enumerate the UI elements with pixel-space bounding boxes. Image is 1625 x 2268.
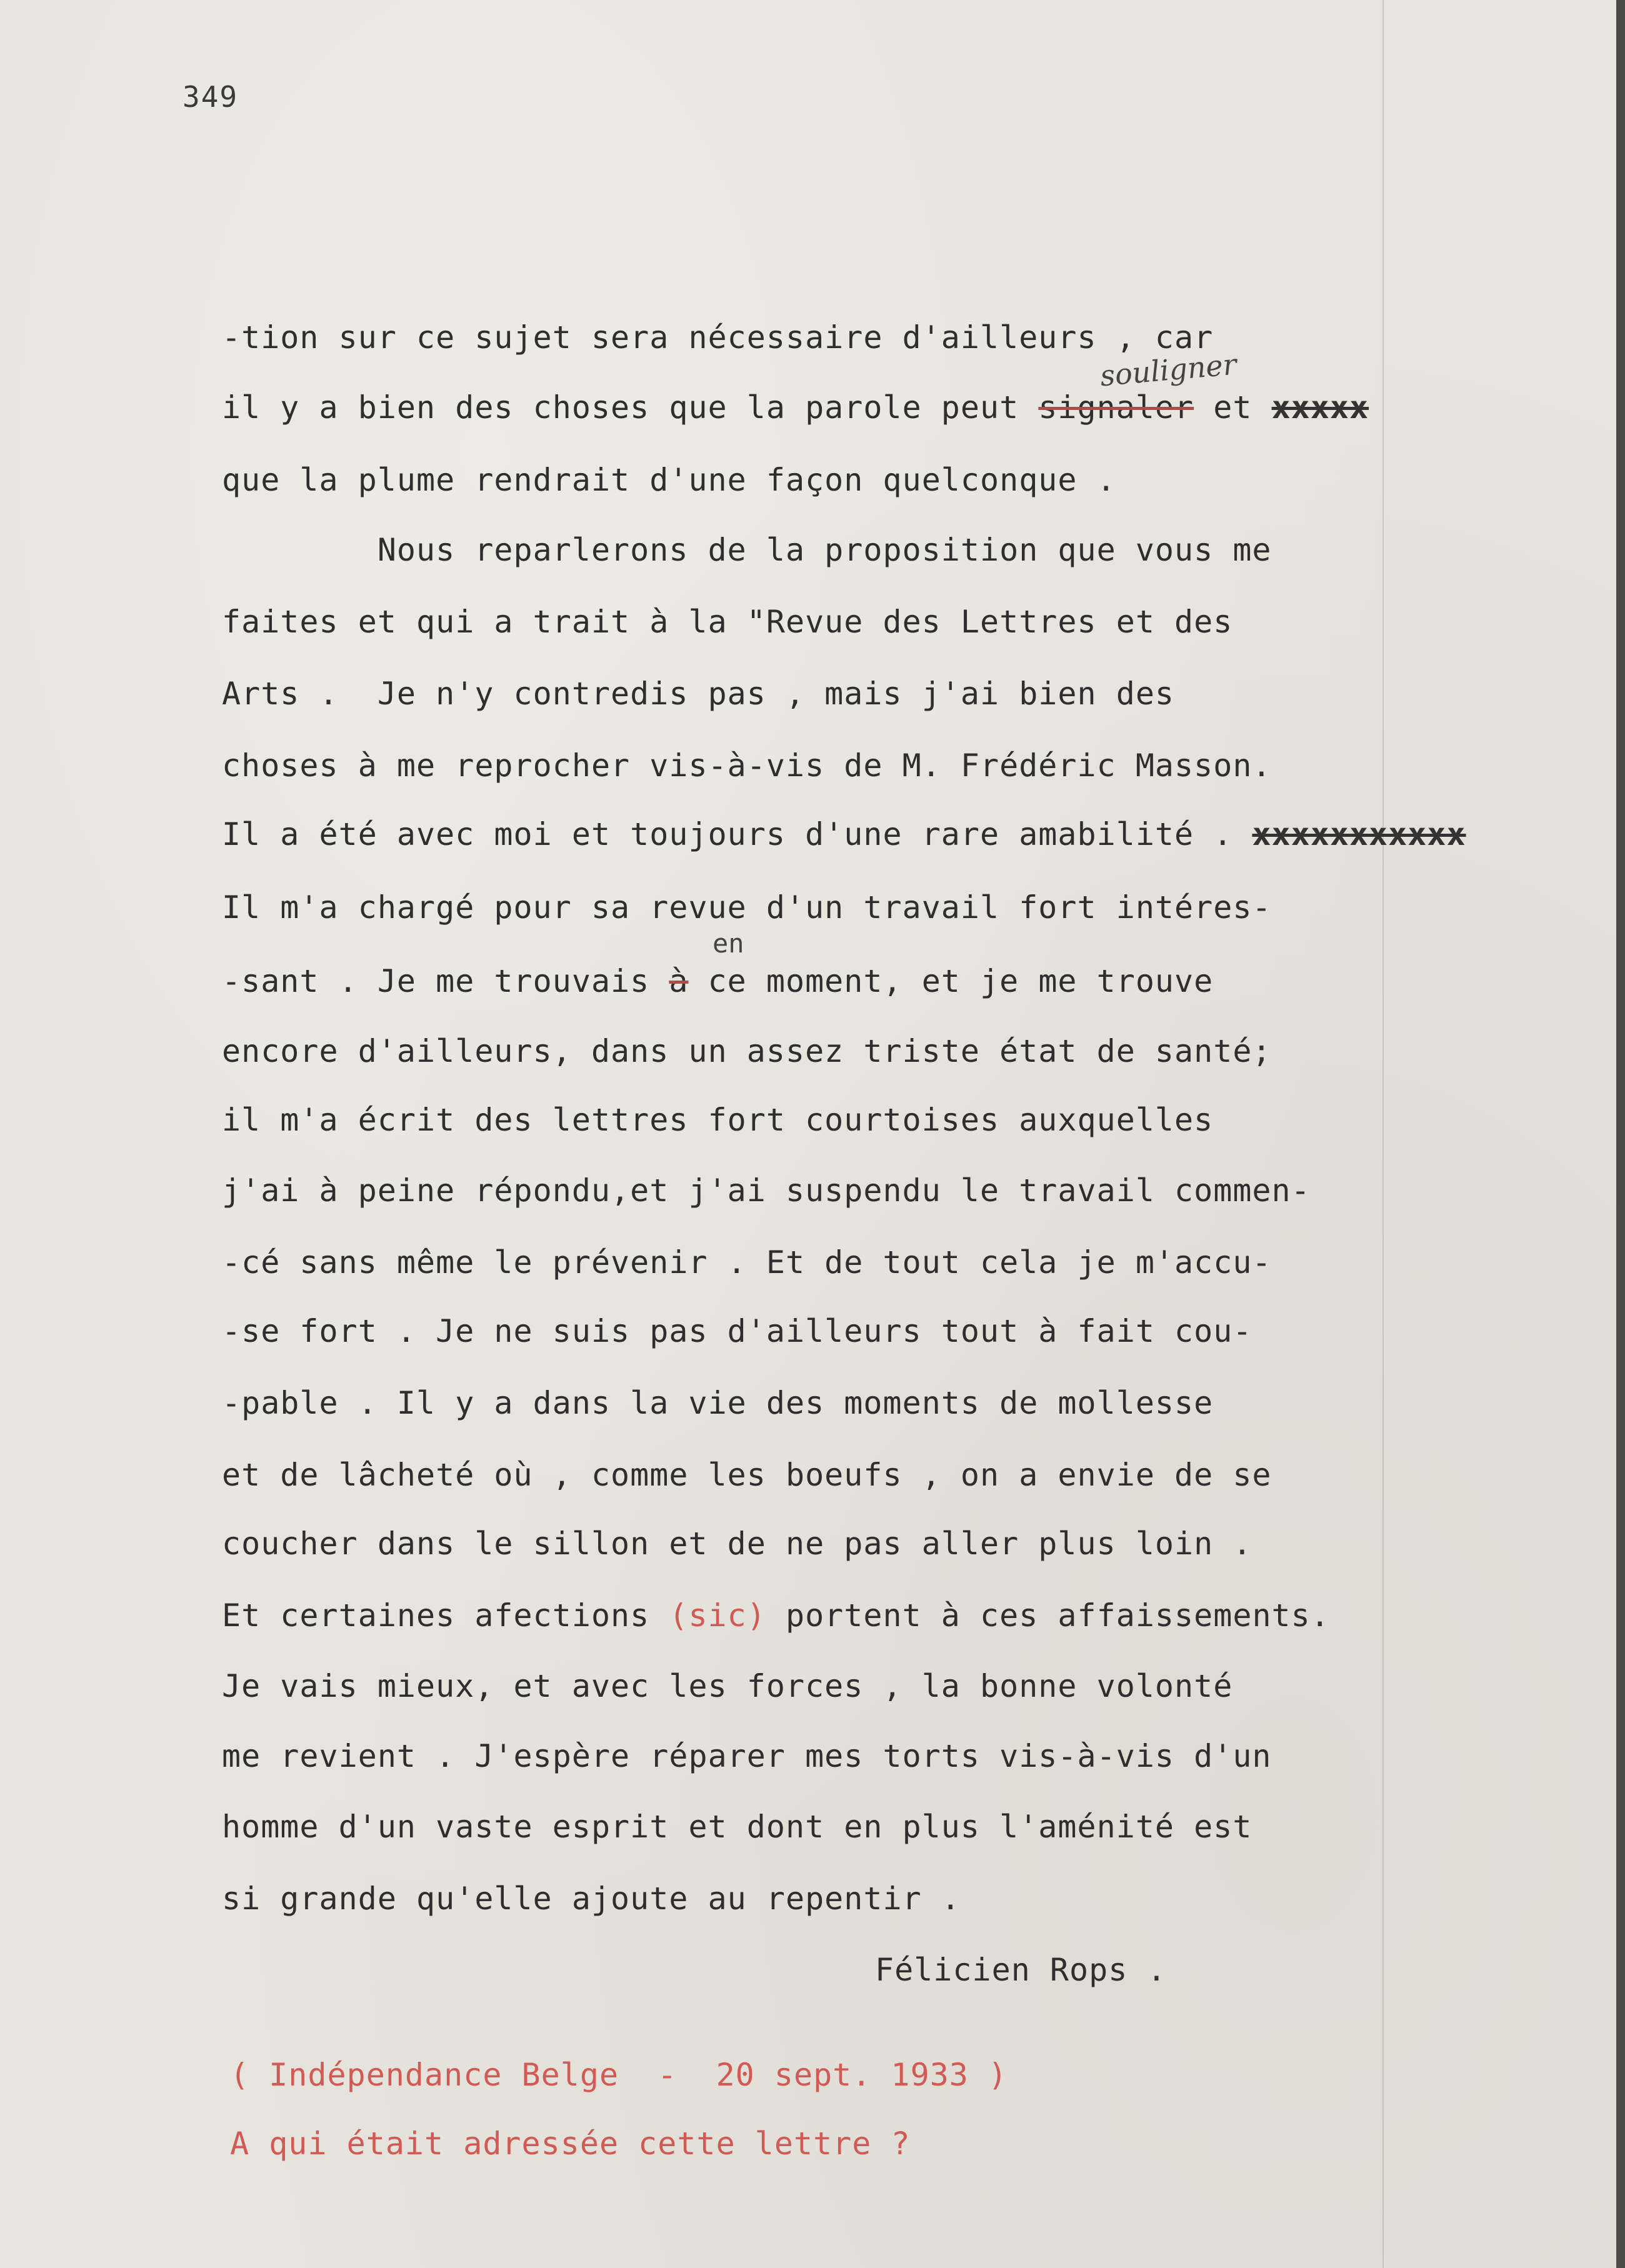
letter-line-23: si grande qu'elle ajoute au repentir .	[222, 1881, 961, 1917]
letter-line-14: -cé sans même le prévenir . Et de tout cela je m'accu-	[222, 1244, 1272, 1281]
page-number: 349	[182, 80, 239, 114]
letter-line-20: Je vais mieux, et avec les forces , la bonne volonté	[222, 1668, 1233, 1704]
letter-line-10	[222, 962, 1213, 1000]
page-edge	[1616, 0, 1625, 2268]
paper-fold-line	[1382, 0, 1384, 2268]
archival-question: A qui était adressée cette lettre ?	[230, 2126, 911, 2162]
letter-line-6: Arts . Je n'y contredis pas , mais j'ai bien des	[222, 676, 1175, 712]
letter-line-9: Il m'a chargé pour sa revue d'un travail fort intéres-	[222, 889, 1272, 926]
line-19-text-before: Et certaines afections	[222, 1597, 669, 1634]
line-2-text-before: il y a bien des choses que la parole peut	[222, 389, 1039, 426]
letter-line-8	[222, 816, 1466, 853]
letter-line-3: que la plume rendrait d'une façon quelconque .	[222, 462, 1116, 498]
letter-line-13: j'ai à peine répondu,et j'ai suspendu le travail commen-	[222, 1172, 1311, 1209]
letter-line-21: me revient . J'espère réparer mes torts vis-à-vis d'un	[222, 1738, 1272, 1774]
letter-line-5: faites et qui a trait à la "Revue des Lettres et des	[222, 604, 1233, 640]
line-10-text-before: -sant . Je me trouvais	[222, 963, 669, 999]
letter-line-7: choses à me reprocher vis-à-vis de M. Frédéric Masson.	[222, 747, 1272, 784]
line-2-text-after: et	[1194, 389, 1272, 426]
letter-line-16: -pable . Il y a dans la vie des moments de mollesse	[222, 1385, 1214, 1421]
struck-word-a: à	[669, 963, 689, 999]
struck-word-signaler: signaler	[1038, 389, 1194, 426]
letter-line-2	[222, 389, 1369, 426]
sic-annotation: (sic)	[669, 1597, 766, 1634]
handwritten-annotation-souligner: souligner	[1099, 347, 1238, 393]
letter-line-15: -se fort . Je ne suis pas d'ailleurs tout à fait cou-	[222, 1313, 1252, 1349]
signature: Félicien Rops .	[875, 1952, 1167, 1988]
line-19-text-after: portent à ces affaissements.	[766, 1597, 1330, 1634]
line-8-text-before: Il a été avec moi et toujours d'une rare amabilité .	[222, 816, 1252, 852]
letter-line-18: coucher dans le sillon et de ne pas aller plus loin .	[222, 1526, 1252, 1562]
letter-line-19	[222, 1597, 1330, 1634]
letter-line-11: encore d'ailleurs, dans un assez triste état de santé;	[222, 1033, 1272, 1069]
handwritten-annotation-en: en	[712, 928, 744, 959]
line-10-text-after: ce moment, et je me trouve	[688, 963, 1214, 999]
typed-xout-mark: xxxxx	[1271, 389, 1369, 426]
letter-line-12: il m'a écrit des lettres fort courtoises auxquelles	[222, 1102, 1214, 1138]
letter-line-22: homme d'un vaste esprit et dont en plus l'aménité est	[222, 1809, 1252, 1845]
letter-line-17: et de lâcheté où , comme les boeufs , on a envie de se	[222, 1457, 1272, 1493]
letter-line-1: -tion sur ce sujet sera nécessaire d'ailleurs , car	[222, 319, 1214, 356]
typed-xout-mark: xxxxxxxxxxx	[1252, 816, 1466, 852]
source-note: ( Indépendance Belge - 20 sept. 1933 )	[230, 2057, 1008, 2093]
letter-line-4: Nous reparlerons de la proposition que vous me	[222, 532, 1272, 568]
